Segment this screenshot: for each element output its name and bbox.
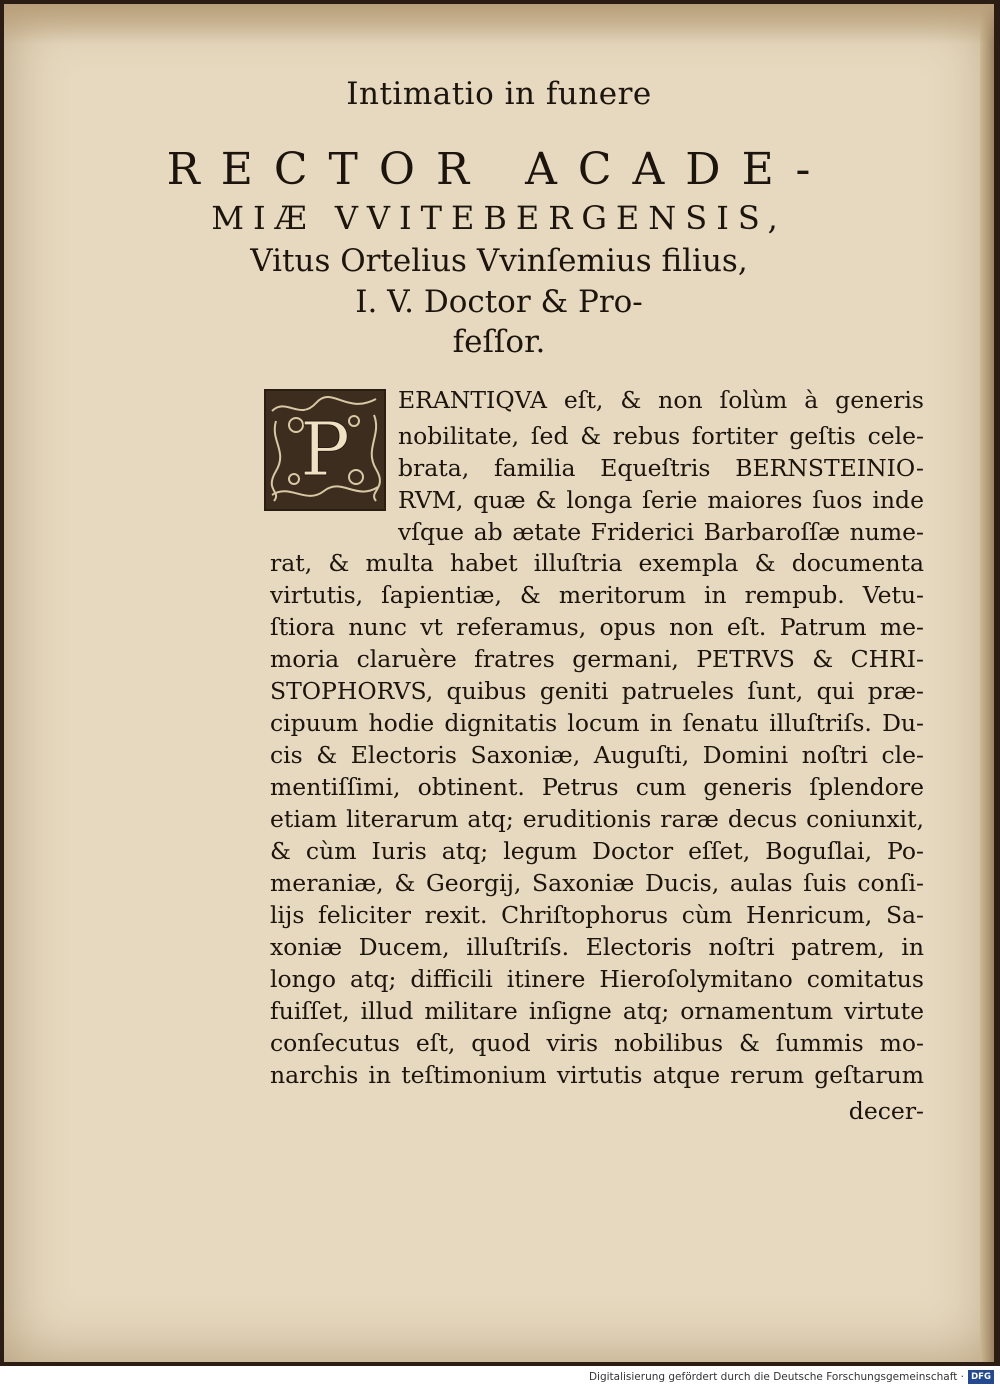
title-line-2: MIÆ VVITEBERGENSIS, (211, 199, 787, 237)
running-head: Intimatio in funere (346, 76, 652, 112)
decorated-initial (264, 389, 386, 511)
text-line-7: virtutis, ſapientiæ, & meritorum in rempub. Vetu- (270, 581, 924, 609)
text-line-20: fuiſſet, illud militare inſigne atq; ornamentum virtute (270, 997, 924, 1025)
text-line-4: RVM, quæ & longa ſerie maiores ſuos inde (398, 486, 924, 514)
text-line-9: moria claruère fratres germani, PETRVS & CHRI- (270, 645, 924, 673)
text-line-10: STOPHORVS, quibus geniti patrueles ſunt, qui præ- (270, 677, 924, 705)
text-line-16: meraniæ, & Georgij, Saxoniæ Ducis, aulas ſuis conſi- (270, 869, 924, 897)
text-line-12: cis & Electoris Saxoniæ, Auguſti, Domini noſtri cle- (270, 741, 924, 769)
title-line-5: feſſor. (452, 324, 546, 360)
title-line-3: Vitus Ortelius Vvinſemius filius, (250, 243, 748, 279)
floral-ornament-icon (266, 391, 384, 509)
catchword: decer- (848, 1097, 924, 1125)
initial-letter: P (300, 407, 350, 493)
book-page (4, 4, 994, 1362)
title-line-4: I. V. Doctor & Pro- (355, 284, 643, 320)
text-line-14: etiam literarum atq; eruditionis raræ decus coniunxit, (270, 805, 924, 833)
digitization-footer (0, 1366, 1000, 1389)
text-line-15: & cùm Iuris atq; legum Doctor eſſet, Boguſlai, Po- (270, 837, 924, 865)
text-line-22: narchis in teſtimonium virtutis atque rerum geſtarum (270, 1061, 924, 1089)
footer-credit: Digitalisierung gefördert durch die Deutsche Forschungsgemeinschaft · (588, 1371, 964, 1383)
text-line-1: ERANTIQVA eſt, & non ſolùm à generis (398, 386, 924, 414)
dfg-logo: DFG (968, 1370, 994, 1384)
text-line-2: nobilitate, ſed & rebus fortiter geſtis cele- (398, 422, 924, 450)
text-line-11: cipuum hodie dignitatis locum in ſenatu illuſtriſs. Du- (270, 709, 924, 737)
text-line-5: vſque ab ætate Friderici Barbaroſſæ nume- (398, 518, 924, 546)
text-line-6: rat, & multa habet illuſtria exempla & documenta (270, 549, 924, 577)
text-line-17: lijs feliciter rexit. Chriſtophorus cùm Henricum, Sa- (270, 901, 924, 929)
text-line-21: conſecutus eſt, quod viris nobilibus & ſummis mo- (270, 1029, 924, 1057)
text-line-19: longo atq; difficili itinere Hieroſolymitano comitatus (270, 965, 924, 993)
text-line-18: xoniæ Ducem, illuſtriſs. Electoris noſtri patrem, in (270, 933, 924, 961)
text-line-3: brata, familia Equeſtris BERNSTEINIO- (398, 454, 924, 482)
title-line-1: RECTOR ACADE- (166, 144, 832, 195)
text-line-13: mentiſſimi, obtinent. Petrus cum generis ſplendore (270, 773, 924, 801)
text-line-8: ſtiora nunc vt referamus, opus non eſt. Patrum me- (270, 613, 924, 641)
